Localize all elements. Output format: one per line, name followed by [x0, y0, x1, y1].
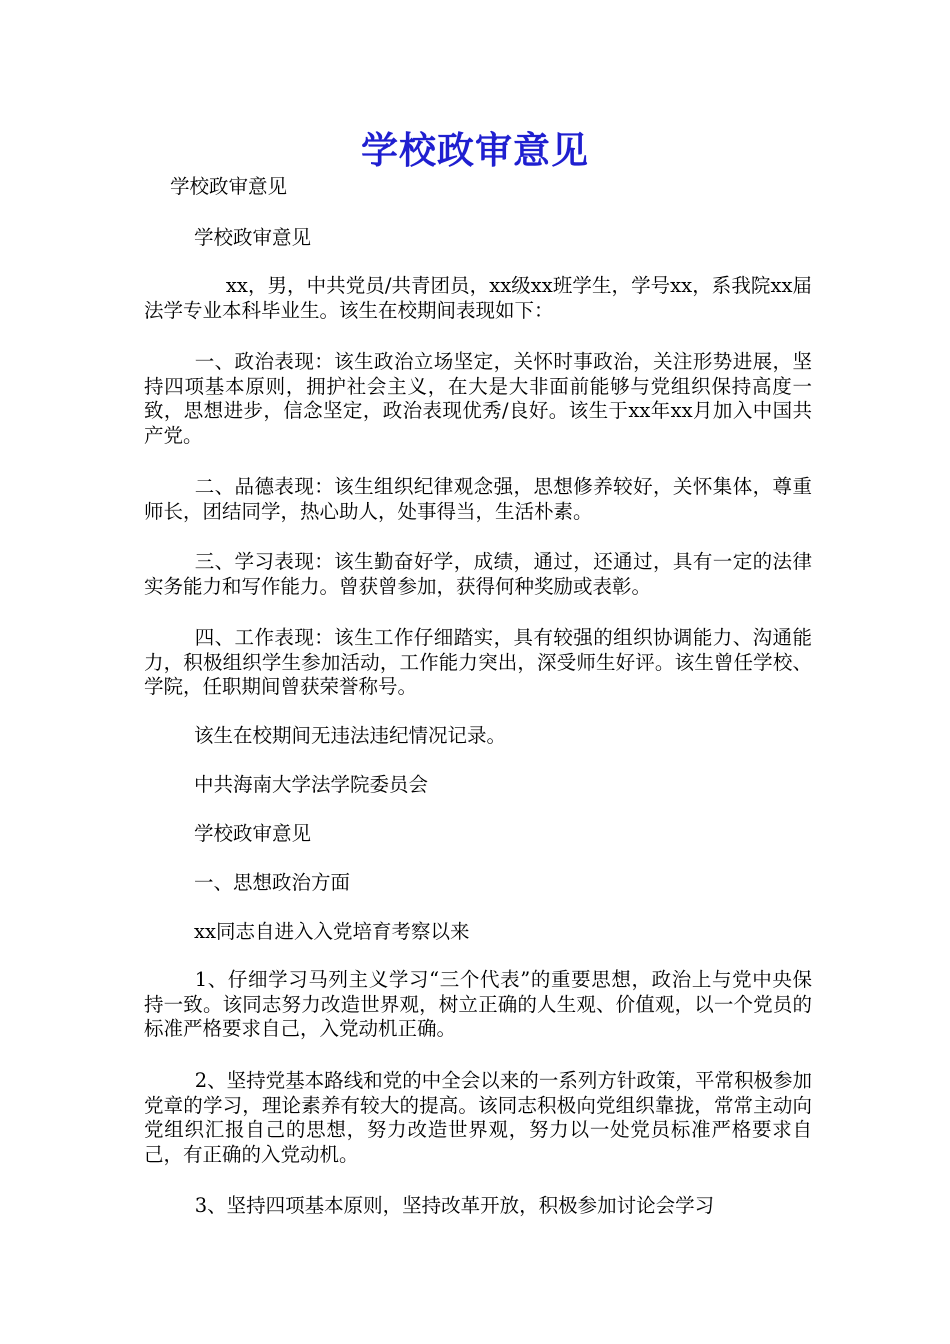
- subtitle-line: 学校政审意见: [194, 226, 312, 249]
- item-3-paragraph: 3、坚持四项基本原则，坚持改革开放，积极参加讨论会学习: [194, 1194, 715, 1217]
- section-subheading: 一、思想政治方面: [194, 871, 351, 894]
- study-paragraph: 三、学习表现：该生勤奋好学，成绩，通过，还通过，具有一定的法律实务能力和写作能力。曾获曾参加，获得何种奖励或表彰。: [144, 550, 812, 598]
- political-paragraph: 一、政治表现：该生政治立场坚定，关怀时事政治，关注形势进展，坚持四项基本原则，拥护社会主义，在大是大非面前能够与党组织保持高度一致，思想进步，信念坚定，政治表现优秀/良好。该生于xx年xx月加入中国共产党。: [144, 350, 812, 447]
- assessment-intro: xx同志自进入入党培育考察以来: [194, 920, 470, 943]
- moral-paragraph: 二、品德表现：该生组织纪律观念强，思想修养较好，关怀集体，尊重师长，团结同学，热心助人，处事得当，生活朴素。: [144, 475, 812, 523]
- record-paragraph: 该生在校期间无违法违纪情况记录。: [194, 724, 507, 747]
- work-paragraph: 四、工作表现：该生工作仔细踏实，具有较强的组织协调能力、沟通能力，积极组织学生参加活动，工作能力突出，深受师生好评。该生曾任学校、学院，任职期间曾获荣誉称号。: [144, 626, 812, 698]
- document-title: 学校政审意见: [361, 128, 589, 172]
- subtitle-line: 学校政审意见: [170, 175, 288, 198]
- committee-name: 中共海南大学法学院委员会: [194, 773, 429, 796]
- item-1-paragraph: 1、仔细学习马列主义学习“三个代表”的重要思想，政治上与党中央保持一致。该同志努力改造世界观，树立正确的人生观、价值观，以一个党员的标准严格要求自己，入党动机正确。: [144, 968, 812, 1040]
- item-2-paragraph: 2、坚持党基本路线和党的中全会以来的一系列方针政策，平常积极参加党章的学习，理论素养有较大的提高。该同志积极向党组织靠拢，常常主动向党组织汇报自己的思想，努力改造世界观，努力以一处党员标准严格要求自己，有正确的入党动机。: [144, 1069, 812, 1166]
- section-heading: 学校政审意见: [194, 822, 312, 845]
- intro-paragraph: xx，男，中共党员/共青团员，xx级xx班学生，学号xx，系我院xx届法学专业本科毕业生。该生在校期间表现如下：: [144, 274, 812, 322]
